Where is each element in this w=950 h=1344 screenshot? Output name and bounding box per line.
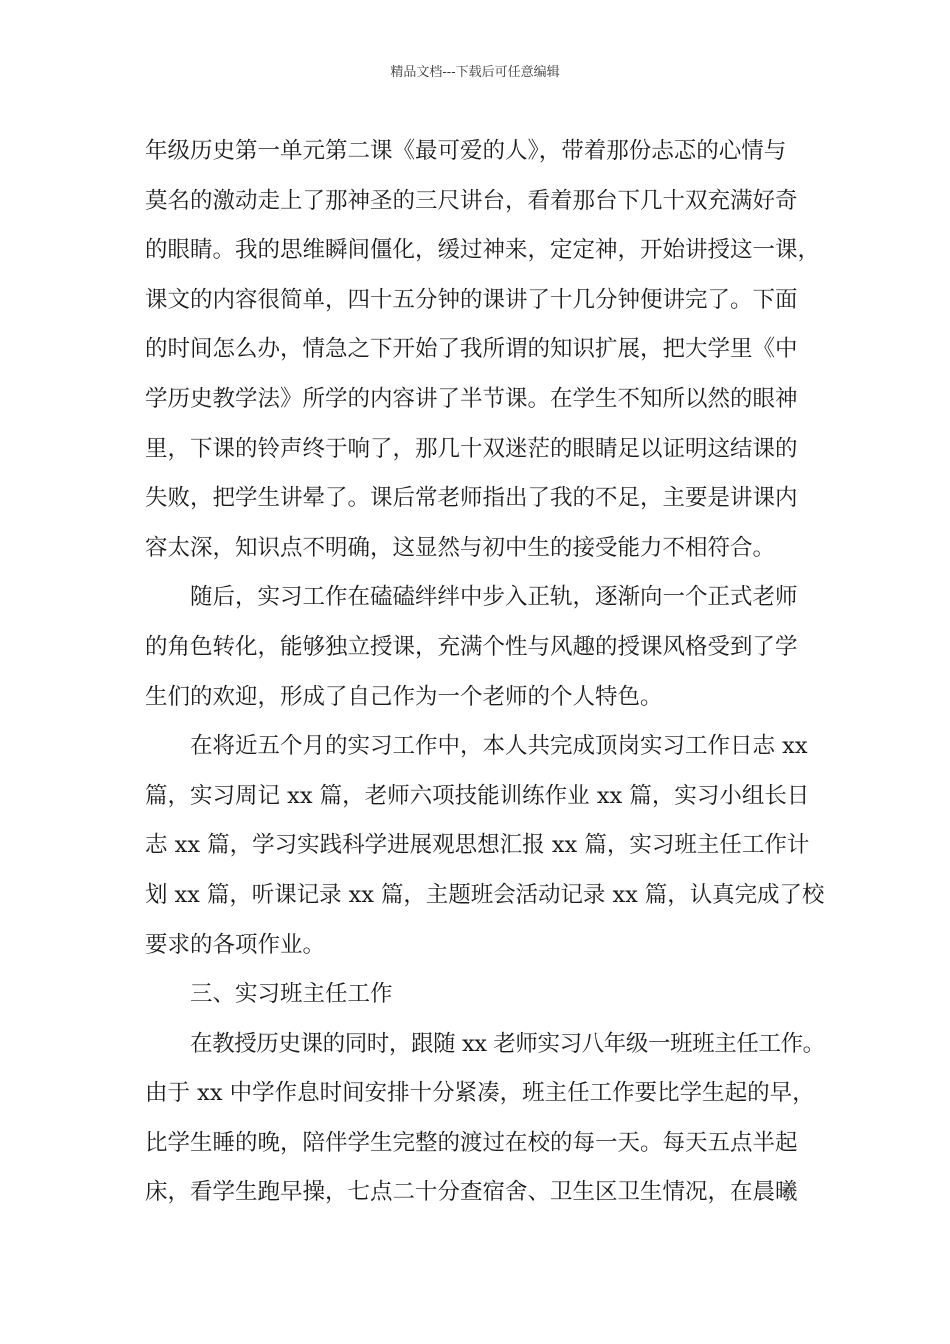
- text-line: 的角色转化，能够独立授课，充满个性与风趣的授课风格受到了学: [145, 633, 798, 660]
- text-line: 的眼睛。我的思维瞬间僵化，缓过神来，定定神，开始讲授这一课，: [145, 237, 821, 264]
- text-line: 志 xx 篇，学习实践科学进展观思想汇报 xx 篇，实习班主任工作计: [145, 832, 810, 859]
- text-line: 生们的欢迎，形成了自己作为一个老师的个人特色。: [145, 683, 663, 710]
- text-line: 比学生睡的晚，陪伴学生完整的渡过在校的每一天。每天五点半起: [145, 1129, 798, 1156]
- text-line: 的时间怎么办，情急之下开始了我所谓的知识扩展，把大学里《中: [145, 336, 798, 363]
- text-line: 要求的各项作业。: [145, 931, 326, 958]
- text-line: 莫名的激动走上了那神圣的三尺讲台，看着那台下几十双充满好奇: [145, 187, 798, 214]
- paragraph-first-line: 随后，实习工作在磕磕绊绊中步入正轨，逐渐向一个正式老师: [190, 584, 798, 611]
- text-line: 床，看学生跑早操，七点二十分查宿舍、卫生区卫生情况，在晨曦: [145, 1179, 798, 1206]
- document-body: [145, 127, 825, 1218]
- text-line: 课文的内容很简单，四十五分钟的课讲了十几分钟便讲完了。下面: [145, 286, 798, 313]
- text-line: 里，下课的铃声终于响了，那几十双迷茫的眼睛足以证明这结课的: [145, 435, 798, 462]
- text-line: 篇，实习周记 xx 篇，老师六项技能训练作业 xx 篇，实习小组长日: [145, 782, 810, 809]
- text-line: 学历史教学法》所学的内容讲了半节课。在学生不知所以然的眼神: [145, 385, 798, 412]
- text-line: 划 xx 篇，听课记录 xx 篇，主题班会活动记录 xx 篇，认真完成了校: [145, 881, 825, 908]
- paragraph-first-line: 在将近五个月的实习工作中，本人共完成顶岗实习工作日志 xx: [190, 733, 808, 760]
- paragraph-first-line: 三、实习班主任工作: [190, 981, 393, 1008]
- paragraph-first-line: 在教授历史课的同时，跟随 xx 老师实习八年级一班班主任工作。: [190, 1030, 825, 1057]
- text-line: 由于 xx 中学作息时间安排十分紧凑，班主任工作要比学生起的早，: [145, 1080, 815, 1107]
- page-header: 精品文档---下载后可任意编辑: [390, 65, 560, 80]
- text-line: 年级历史第一单元第二课《最可爱的人》，带着那份忐忑的心情与: [145, 138, 787, 164]
- text-line: 失败，把学生讲晕了。课后常老师指出了我的不足，主要是讲课内: [145, 485, 798, 512]
- text-line: 容太深，知识点不明确，这显然与初中生的接受能力不相符合。: [145, 534, 776, 561]
